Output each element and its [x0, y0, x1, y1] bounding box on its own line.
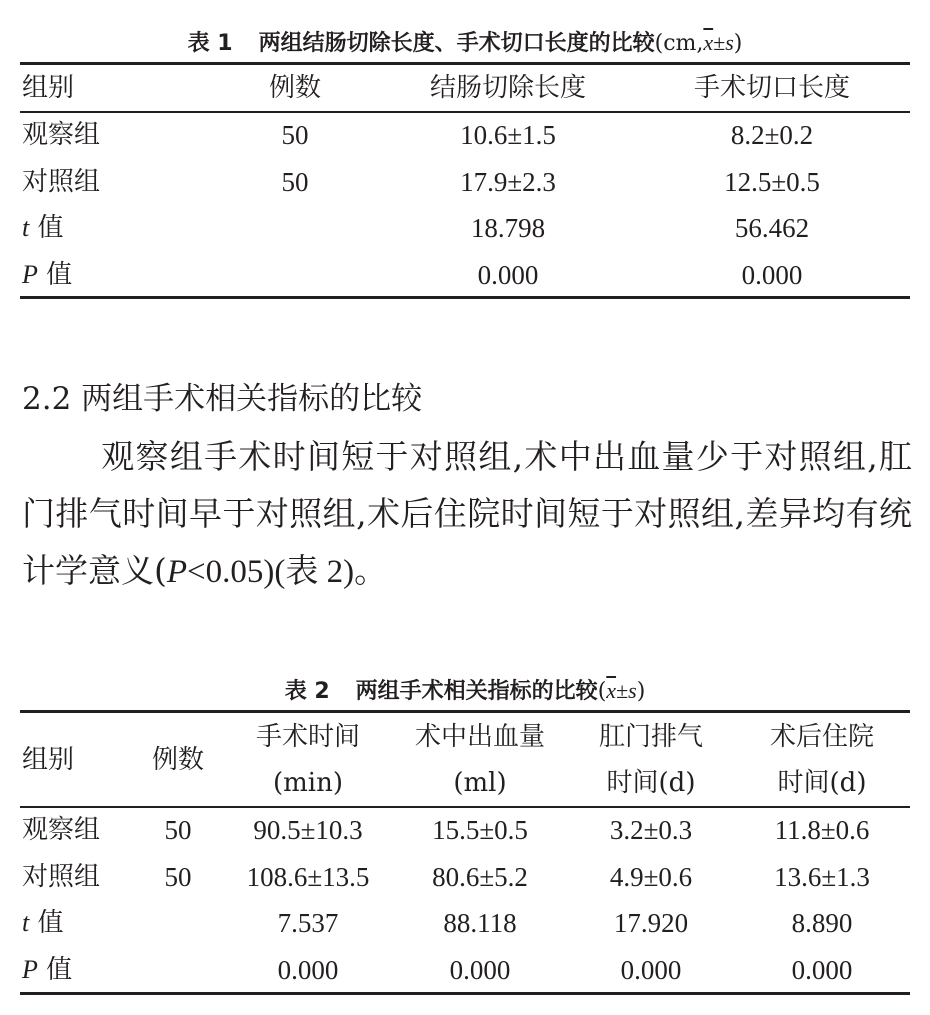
section-heading: 2.2 两组手术相关指标的比较: [22, 381, 423, 417]
paragraph-text-mid: <0.05)(表 2): [187, 554, 355, 590]
table2-row2-n: 50: [164, 862, 192, 892]
table2-bottom-rule: [20, 992, 910, 995]
table1-row4-label: [22, 260, 72, 290]
value-word: 值: [29, 908, 64, 938]
table1-row4-v2: 0.000: [741, 260, 803, 290]
table1-row1-v2: 8.2±0.2: [730, 120, 814, 150]
table1-unit-open: (cm,: [654, 31, 704, 56]
table2-top-rule: [20, 710, 910, 713]
table2-row3-v3: 17.920: [613, 908, 689, 938]
paragraph-text-end: 。: [354, 551, 388, 590]
table1-row3-v1: 18.798: [470, 213, 546, 243]
table2-row4-label: [22, 955, 72, 985]
table1-row1-v1: 10.6±1.5: [460, 120, 556, 150]
table2-row1-v4: 11.8±0.6: [774, 815, 870, 845]
table2-header-n: 例数: [151, 745, 205, 775]
table1-header-colon-length: 结肠切除长度: [429, 73, 587, 103]
table2-row4-v2: 0.000: [449, 955, 511, 985]
table1-title: 两组结肠切除长度、手术切口长度的比较: [258, 31, 655, 56]
table2-unit-open: (: [597, 679, 607, 704]
table2-header-blood-loss-unit: (ml): [453, 768, 507, 798]
p-symbol: P: [22, 260, 38, 289]
value-word: 值: [37, 955, 73, 985]
table2-header-hospital-stay: 术后住院: [769, 722, 875, 752]
table2-row4-v3: 0.000: [620, 955, 682, 985]
table2-header-op-time: 手术时间: [255, 722, 361, 752]
value-word: 值: [37, 260, 73, 290]
table2-row3-label: [22, 908, 64, 938]
p-symbol: P: [22, 955, 38, 984]
table1-header-incision-length: 手术切口长度: [693, 73, 851, 103]
table1-stat-mean: $\overline{x}$: [703, 30, 714, 55]
table1-header-n: 例数: [268, 73, 322, 103]
table1-top-rule: [20, 62, 910, 65]
table1-row1-label: 观察组: [22, 120, 101, 150]
table1-caption: [0, 26, 930, 57]
section-paragraph: [22, 428, 912, 601]
table2-row4-v4: 0.000: [791, 955, 853, 985]
table2-row2-v1: 108.6±13.5: [246, 862, 370, 892]
table2-title: 两组手术相关指标的比较: [355, 679, 598, 704]
table2-header-hospital-stay-unit: 时间(d): [777, 768, 867, 798]
table2-stat-rest: ±s: [616, 678, 637, 703]
table2-header-blood-loss: 术中出血量: [414, 722, 546, 752]
table1-row3-label: [22, 213, 64, 243]
table2-stat-mean: $\overline{x}$: [606, 678, 617, 703]
value-word: 值: [29, 213, 64, 243]
table2-row1-v3: 3.2±0.3: [609, 815, 693, 845]
table1-header-rule: [20, 111, 910, 113]
paragraph-p-symbol: P: [166, 554, 188, 590]
table1-row2-label: 对照组: [22, 167, 101, 197]
t-symbol: t: [22, 213, 30, 242]
table1-row3-v2: 56.462: [734, 213, 810, 243]
table2-row3-v1: 7.537: [277, 908, 339, 938]
table1-number: 表 1: [187, 31, 233, 56]
table2-number: 表 2: [284, 679, 330, 704]
table1-unit-close: ): [733, 31, 743, 56]
table2-row2-v4: 13.6±1.3: [774, 862, 870, 892]
table2-header-flatus: 肛门排气: [598, 722, 704, 752]
paragraph-text-before: 观察组手术时间短于对照组,术中出血量少于对照组,肛门排气时间早于对照组,术后住院时间短于对照组,差异均有统计学意义(: [22, 437, 912, 590]
table2-row2-label: 对照组: [22, 862, 101, 892]
table2-row2-v2: 80.6±5.2: [432, 862, 528, 892]
table2-row3-v2: 88.118: [443, 908, 517, 938]
table2-header-op-time-unit: (min): [272, 768, 344, 798]
table2-row1-label: 观察组: [22, 815, 101, 845]
table1-row4-v1: 0.000: [477, 260, 539, 290]
table2-header-group: 组别: [22, 745, 75, 775]
table1-row2-v2: 12.5±0.5: [724, 167, 820, 197]
table2-row1-v2: 15.5±0.5: [432, 815, 528, 845]
t-symbol: t: [22, 908, 30, 937]
table2-row2-v3: 4.9±0.6: [609, 862, 693, 892]
table2-row4-v1: 0.000: [277, 955, 339, 985]
table2-row1-n: 50: [164, 815, 192, 845]
table1-row2-n: 50: [281, 167, 309, 197]
table2-caption: [0, 674, 930, 705]
table2-row1-v1: 90.5±10.3: [253, 815, 363, 845]
table1-stat-rest: ±s: [713, 30, 734, 55]
table2-unit-close: ): [636, 679, 646, 704]
table2-row3-v4: 8.890: [791, 908, 853, 938]
table2-header-flatus-unit: 时间(d): [606, 768, 696, 798]
table1-row1-n: 50: [281, 120, 309, 150]
table2-header-rule: [20, 806, 910, 808]
table1-row2-v1: 17.9±2.3: [460, 167, 556, 197]
table1-bottom-rule: [20, 296, 910, 299]
table1-header-group: 组别: [22, 73, 75, 103]
